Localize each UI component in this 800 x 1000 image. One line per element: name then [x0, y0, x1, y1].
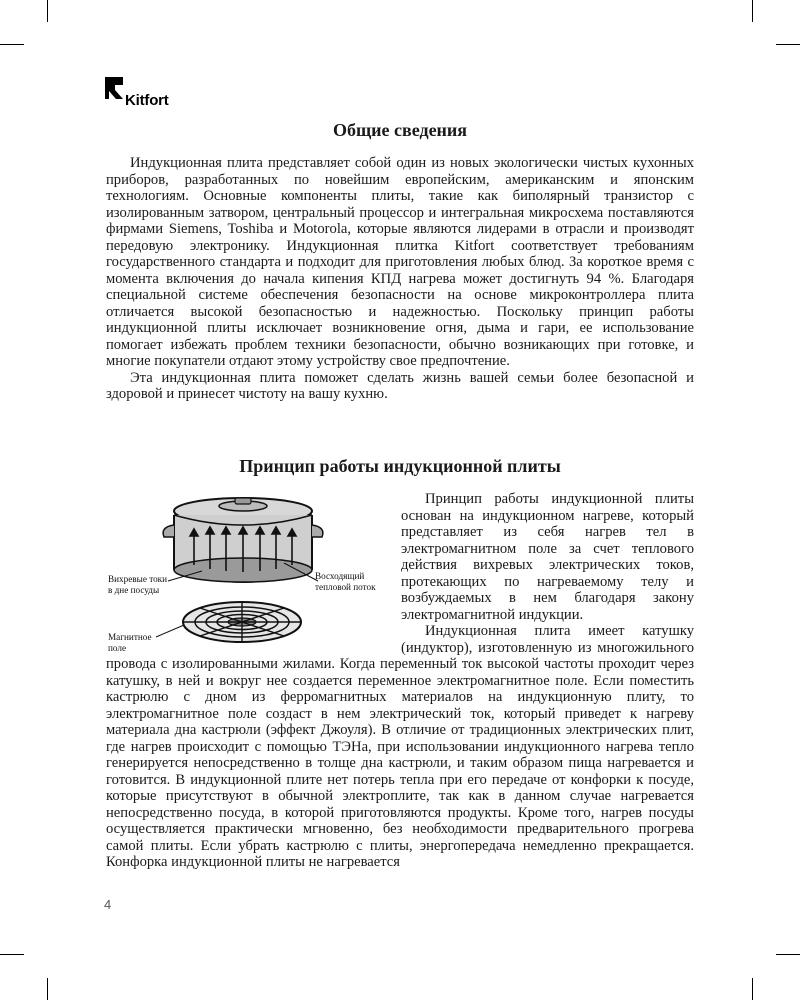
crop-mark [752, 978, 753, 1000]
crop-mark [776, 954, 800, 955]
paragraph: Индукционная плита имеет катушку (индуктор), изготовленную из многожильного провода с изолированными жилами. Когда переменный ток высокой частоты проходит через катушку, в ней и вокруг нее создается переменное электромагнитное поле. Если поместить кастрюлю с дном из ферромагнитных материалов на индукционную плиту, то электромагнитное поле создаст в нем электрический ток, который приведет к нагреву материала дна кастрюли (эффект Джоуля). В отличие от традиционных электрических плит, где нагрев происходит с помощью ТЭНа, при использовании индукционного нагрева тепло генерируется непосредственно в толще дна кастрюли, и таким образом пища нагревается и готовится. В индукционной плите нет потерь тепла при его передаче от конфорки к посуде, которые присутствуют в обычной электроплите, так как в данном случае нагревается непосредственно посуда, в которой приготовляются продукты. Кроме того, нагрев посуды осуществляется практически мгновенно, без необходимости предварительного прогрева самой плиты. Если убрать кастрюлю с плиты, энергопередача немедленно прекращается. Конфорка индукционной плиты не нагревается [106, 623, 694, 870]
crop-mark [47, 0, 48, 22]
paragraph: Эта индукционная плита поможет сделать жизнь вашей семьи более безопасной и здоровой и принесет чистоту на вашу кухню. [106, 369, 694, 402]
crop-mark [0, 954, 24, 955]
brand-name: Kitfort [125, 92, 169, 109]
label-line: Вихревые токи [108, 574, 168, 584]
label-heat-flow [315, 571, 376, 592]
label-line: Магнитное [108, 632, 152, 642]
label-eddy-currents [108, 574, 167, 595]
general-info-text [106, 155, 694, 403]
paragraph: Принцип работы индукционной плиты основан на индукционном нагреве, который представляет из себя нагрев тел в электромагнитном поле за счет теплового действия вихревых электрических токов, протекающих по нагреваемому телу и возбуждаемых в нем благодаря закону электромагнитной индукции. [401, 491, 694, 623]
page-title: Общие сведения [332, 120, 468, 140]
label-line: в дне посуды [108, 584, 160, 595]
paragraph: Индукционная плита представляет собой один из новых экологически чистых кухонных приборов, разработанных по новейшим европейским, американским и японским технологиям. Основные компоненты плиты, такие как биполярный транзистор с изолированным затвором, центральный процессор и интегральная микросхема поставляются фирмами Siemens, Toshiba и Motorola, которые являются лидерами в отрасли и производят передовую электронику. Индукционная плитка Kitfort соответствует требованиям государственного стандарта и подходит для приготовления любых блюд. За короткое время с момента включения до начала кипения КПД нагрева может достигнуть 94 %. Благодаря специальной системе обеспечения безопасности на основе микроконтроллера плита отличается высокой безопасностью и надежностью. Поскольку принцип работы индукционной плиты исключает возникновение огня, дыма и гари, ее использование помогает избежать проблем техники безопасности, обычно возникающих при готовке, и многие покупатели отдают этому устройству свое предпочтение. [106, 155, 694, 369]
crop-mark [752, 0, 753, 22]
section-title: Принцип работы индукционной плиты [239, 456, 561, 476]
crop-mark [776, 44, 800, 45]
label-line: тепловой поток [315, 581, 376, 592]
page-number: 4 [104, 897, 112, 912]
crop-mark [47, 978, 48, 1000]
crop-mark [0, 44, 24, 45]
label-line: Восходящий [315, 571, 365, 581]
label-magnetic-field [108, 632, 152, 653]
label-line: поле [108, 642, 127, 653]
